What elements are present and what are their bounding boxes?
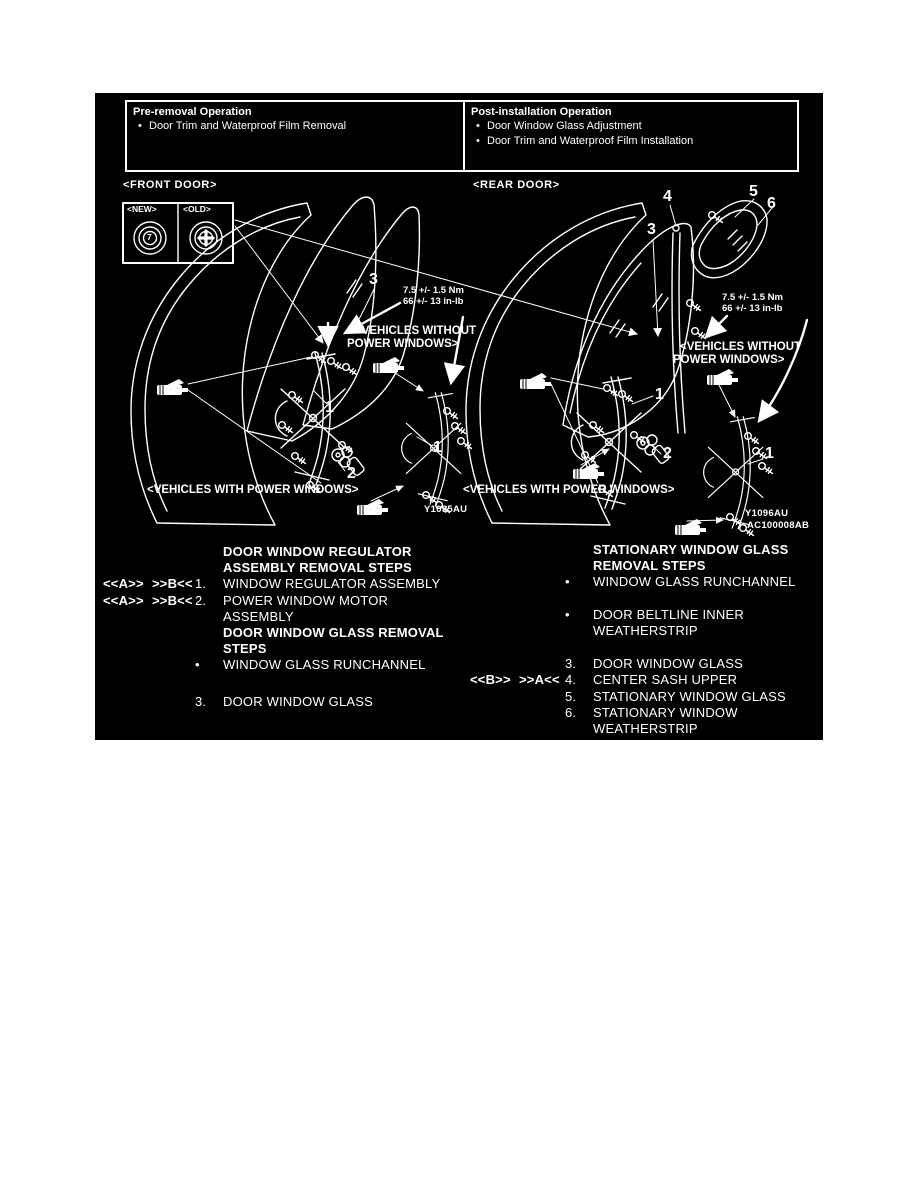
right-step-row xyxy=(95,721,823,738)
callout-front-glass: 3 xyxy=(369,271,378,288)
step-text: CENTER SASH UPPER xyxy=(593,672,738,687)
front-regulator-power xyxy=(275,353,345,485)
right-steps-heading-line2 xyxy=(95,558,823,575)
new-clip-label: <NEW> xyxy=(127,204,157,214)
step-number: 2. xyxy=(195,593,207,608)
step-bullet: • xyxy=(565,607,570,622)
pre-removal-item: • Door Trim and Waterproof Film Removal xyxy=(133,119,457,134)
heading-text: STATIONARY WINDOW GLASS xyxy=(593,542,789,557)
pre-removal-cell xyxy=(127,102,463,170)
callout-front-regulator-manual: 1 xyxy=(433,439,442,456)
rear-with-power-label: <VEHICLES WITH POWER WINDOWS> xyxy=(463,484,675,496)
right-step-row xyxy=(95,656,823,673)
front-torque-line1: 7.5 +/- 1.5 Nm xyxy=(403,285,464,296)
old-clip-label: <OLD> xyxy=(183,204,211,214)
right-steps-heading-line1 xyxy=(95,542,823,559)
post-installation-cell xyxy=(463,102,797,170)
pre-removal-title: Pre-removal Operation xyxy=(133,106,252,118)
step-text: STATIONARY WINDOW GLASS xyxy=(593,689,786,704)
step-text: WINDOW GLASS RUNCHANNEL xyxy=(223,657,426,672)
step-marker-b: >>B<< xyxy=(152,593,193,608)
right-step-row xyxy=(95,689,823,706)
step-number: 4. xyxy=(565,672,577,687)
step-marker-a: <<A>> xyxy=(103,593,144,608)
step-number: 3. xyxy=(195,694,207,709)
step-marker-b: >>B<< xyxy=(152,576,193,591)
step-number: 5. xyxy=(565,689,577,704)
right-step-row xyxy=(95,672,823,689)
callout-rear-motor: 2 xyxy=(663,445,672,462)
center-sash xyxy=(672,225,685,433)
callout-rear-weatherstrip: 6 xyxy=(767,195,776,212)
front-torque-line2: 66 +/- 13 in-lb xyxy=(403,296,464,307)
step-text: WEATHERSTRIP xyxy=(593,623,698,638)
callout-front-regulator-power: 1 xyxy=(325,399,334,416)
rear-without-power-label-line2: POWER WINDOWS> xyxy=(673,354,785,366)
heading-text: STEPS xyxy=(223,641,267,656)
rear-figure-code-2: AC100008AB xyxy=(747,520,810,531)
step-text: DOOR BELTLINE INNER xyxy=(593,607,744,622)
step-text: POWER WINDOW MOTOR xyxy=(223,593,389,608)
callout-rear-regulator-power: 1 xyxy=(655,386,664,403)
front-figure-code: Y1095AU xyxy=(424,504,468,515)
right-step-row xyxy=(95,623,823,640)
rear-window-glass xyxy=(563,223,693,437)
step-text: ASSEMBLY xyxy=(223,609,294,624)
rear-door-label: <REAR DOOR> xyxy=(473,179,560,191)
front-door-label: <FRONT DOOR> xyxy=(123,179,217,191)
callout-rear-stationary-glass: 5 xyxy=(749,183,758,200)
rear-torque-line1: 7.5 +/- 1.5 Nm xyxy=(722,292,783,303)
right-step-row xyxy=(95,574,823,591)
callout-front-motor: 2 xyxy=(347,465,356,482)
stationary-weatherstrip xyxy=(691,201,767,278)
step-text: WINDOW GLASS RUNCHANNEL xyxy=(593,574,796,589)
post-installation-item: • Door Trim and Waterproof Film Installation xyxy=(471,134,791,149)
post-installation-title: Post-installation Operation xyxy=(471,106,612,118)
callout-rear-regulator-manual: 1 xyxy=(765,445,774,462)
step-marker-b: <<B>> xyxy=(470,672,511,687)
step-text: WINDOW REGULATOR ASSEMBLY xyxy=(223,576,441,591)
step-text: DOOR WINDOW GLASS xyxy=(593,656,744,671)
step-number: 1. xyxy=(195,576,207,591)
step-text: DOOR WINDOW GLASS xyxy=(223,694,374,709)
step-bullet: • xyxy=(195,657,200,672)
front-regulator-manual xyxy=(402,393,461,505)
step-bullet: • xyxy=(565,574,570,589)
rear-figure-code-1: Y1096AU xyxy=(745,508,789,519)
callout-rear-sash: 4 xyxy=(663,188,672,205)
callout-rear-glass: 3 xyxy=(647,221,656,238)
new-clip-digit: 7 xyxy=(147,232,152,242)
post-installation-item: • Door Window Glass Adjustment xyxy=(471,119,791,134)
rear-without-power-label-line1: <VEHICLES WITHOUT xyxy=(680,341,802,353)
service-manual-figure xyxy=(95,93,823,740)
right-step-row xyxy=(95,607,823,624)
step-text: STATIONARY WINDOW xyxy=(593,705,738,720)
front-with-power-label: <VEHICLES WITH POWER WINDOWS> xyxy=(147,484,359,496)
step-marker-a: <<A>> xyxy=(103,576,144,591)
step-number: 3. xyxy=(565,656,577,671)
step-marker-a: >>A<< xyxy=(519,672,560,687)
rear-torque-line2: 66 +/- 13 in-lb xyxy=(722,303,783,314)
step-text: WEATHERSTRIP xyxy=(593,721,698,736)
heading-text: DOOR WINDOW REGULATOR xyxy=(223,544,412,559)
heading-text: REMOVAL STEPS xyxy=(593,558,706,573)
front-without-power-label-line2: POWER WINDOWS> xyxy=(347,338,459,350)
step-number: 6. xyxy=(565,705,577,720)
heading-text: ASSEMBLY REMOVAL STEPS xyxy=(223,560,412,575)
right-step-row xyxy=(95,705,823,722)
operation-table xyxy=(125,100,799,172)
front-without-power-label-line1: <VEHICLES WITHOUT xyxy=(355,325,477,337)
rear-door-drawing xyxy=(466,203,646,525)
heading-text: DOOR WINDOW GLASS REMOVAL xyxy=(223,625,444,640)
